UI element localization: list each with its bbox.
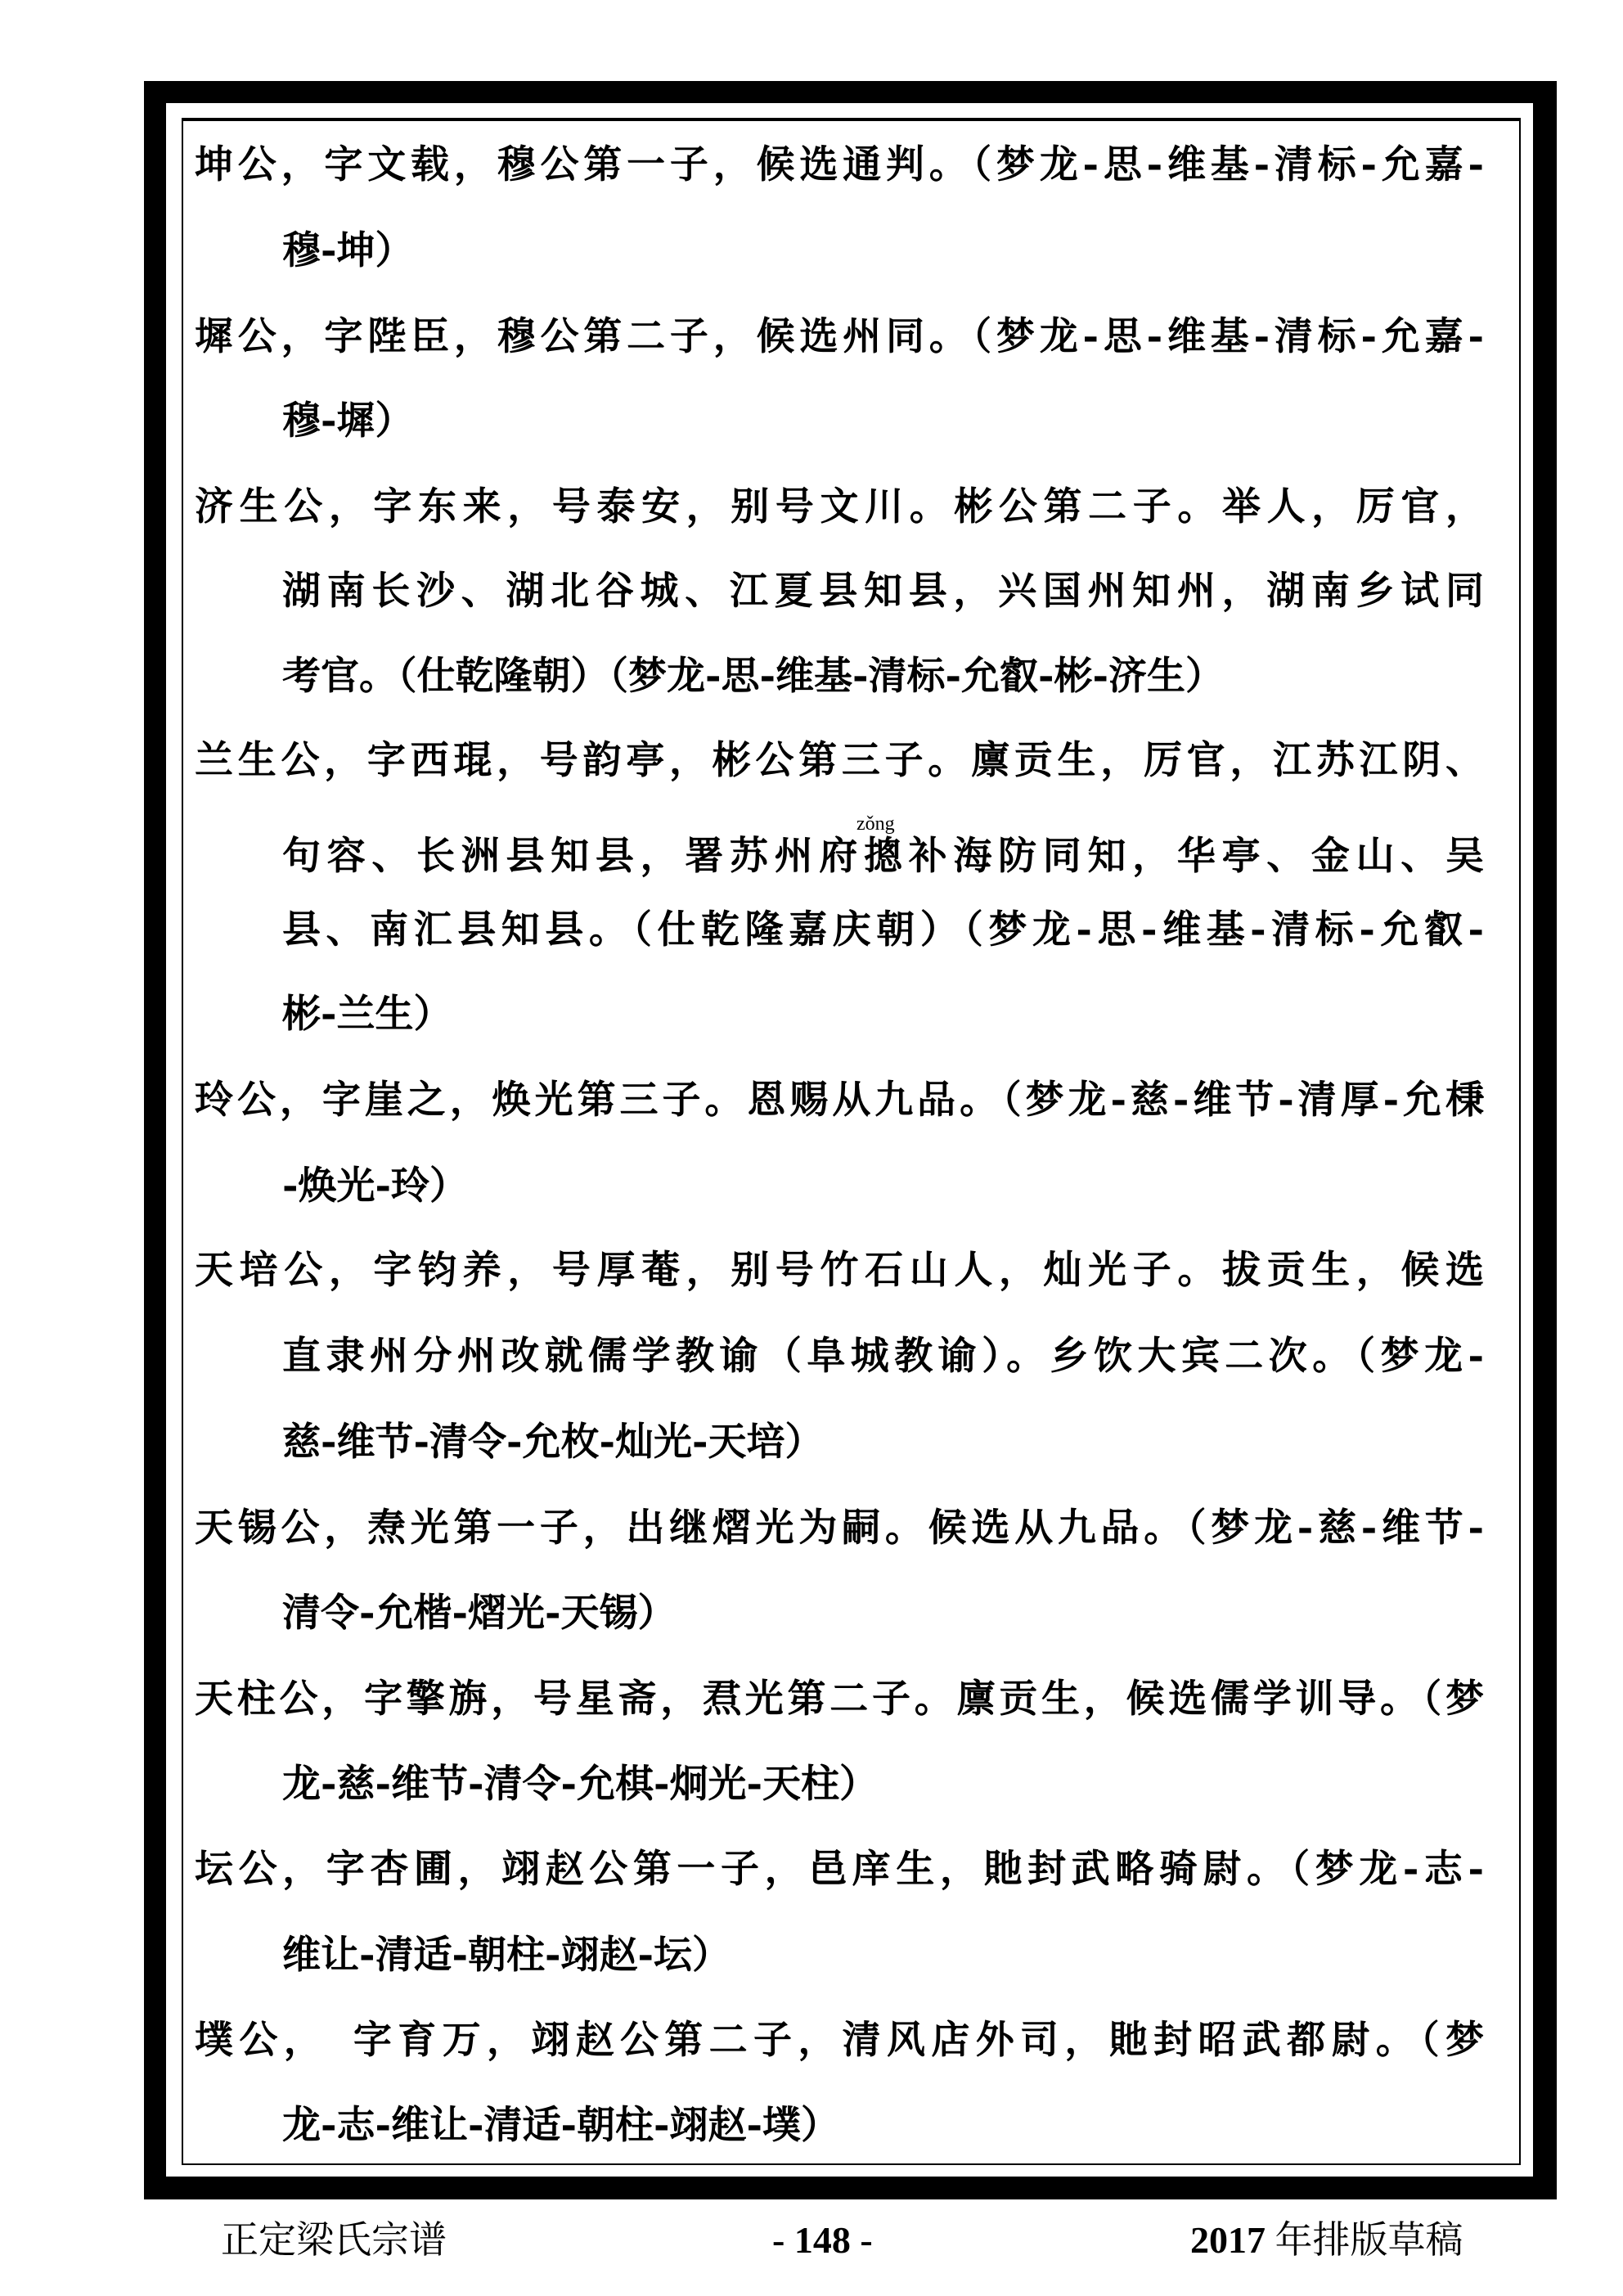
paragraph-4-line-2: 句容、长洲县知县，署苏州府摠补海防同知，华亭、金山、吴 [282, 834, 1484, 879]
footer-book-title: 正定梁氏宗谱 [221, 2219, 447, 2261]
page-number: - 148 - [772, 2219, 873, 2261]
footer-year: 2017 [1190, 2219, 1266, 2261]
paragraph-10-line-1: 墣公， 字育万，翊赵公第二子，清风店外司，貤封昭武都尉。（梦 [195, 2018, 1484, 2063]
paragraph-5-line-1: 玲公，字崖之，焕光第三子。恩赐从九品。（梦龙-慈-维节-清厚-允棅 [195, 1078, 1484, 1123]
paragraph-7-line-2: 清令-允楷-熠光-天锡） [282, 1591, 677, 1636]
footer-draft-label: 年排版草稿 [1266, 2219, 1463, 2261]
paragraph-3-line-1: 济生公，字东来，号泰安，别号文川。彬公第二子。举人，厉官， [195, 484, 1484, 529]
paragraph-6-line-3: 慈-维节-清令-允枚-灿光-天培） [282, 1420, 824, 1465]
paragraph-5-line-2: -焕光-玲） [282, 1164, 469, 1209]
paragraph-1-line-1: 坤公，字文载，穆公第一子，候选通判。（梦龙-思-维基-清标-允嘉- [195, 142, 1484, 187]
paragraph-4-line-1: 兰生公，字西琨，号韵亭，彬公第三子。廪贡生，厉官，江苏江阴、 [195, 738, 1484, 783]
paragraph-2-line-2: 穆-墀） [282, 398, 414, 443]
pinyin-annotation: zǒng [856, 813, 895, 835]
paragraph-2-line-1: 墀公，字陛臣，穆公第二子，候选州同。（梦龙-思-维基-清标-允嘉- [195, 314, 1484, 359]
paragraph-3-line-2: 湖南长沙、湖北谷城、江夏县知县，兴国州知州，湖南乡试同 [282, 569, 1484, 614]
footer-draft-note [1190, 2217, 1463, 2263]
paragraph-9-line-1: 坛公，字杏圃，翊赵公第一子，邑庠生，貤封武略骑尉。（梦龙-志- [195, 1847, 1484, 1892]
paragraph-8-line-2: 龙-慈-维节-清令-允棋-炯光-天柱） [282, 1762, 879, 1807]
paragraph-4-line-3: 县、南汇县知县。（仕乾隆嘉庆朝）（梦龙-思-维基-清标-允叡- [282, 907, 1484, 952]
paragraph-8-line-1: 天柱公，字擎旃，号星斋，焄光第二子。廪贡生，候选儒学训导。（梦 [195, 1677, 1484, 1722]
paragraph-9-line-2: 维让-清适-朝柱-翊赵-坛） [282, 1933, 731, 1978]
paragraph-6-line-2: 直隶州分州改就儒学教谕（阜城教谕）。乡饮大宾二次。（梦龙- [282, 1334, 1484, 1379]
paragraph-4-line-4: 彬-兰生） [282, 992, 452, 1037]
paragraph-7-line-1: 天锡公，焘光第一子，出继熠光为嗣。候选从九品。（梦龙-慈-维节- [195, 1506, 1484, 1551]
paragraph-1-line-2: 穆-坤） [282, 228, 414, 273]
paragraph-10-line-2: 龙-志-维让-清适-朝柱-翊赵-墣） [282, 2103, 840, 2148]
paragraph-3-line-3: 考官。（仕乾隆朝）（梦龙-思-维基-清标-允叡-彬-济生） [282, 654, 1225, 699]
paragraph-6-line-1: 天培公，字钧养，号厚菴，别号竹石山人，灿光子。拔贡生，候选 [195, 1248, 1484, 1293]
